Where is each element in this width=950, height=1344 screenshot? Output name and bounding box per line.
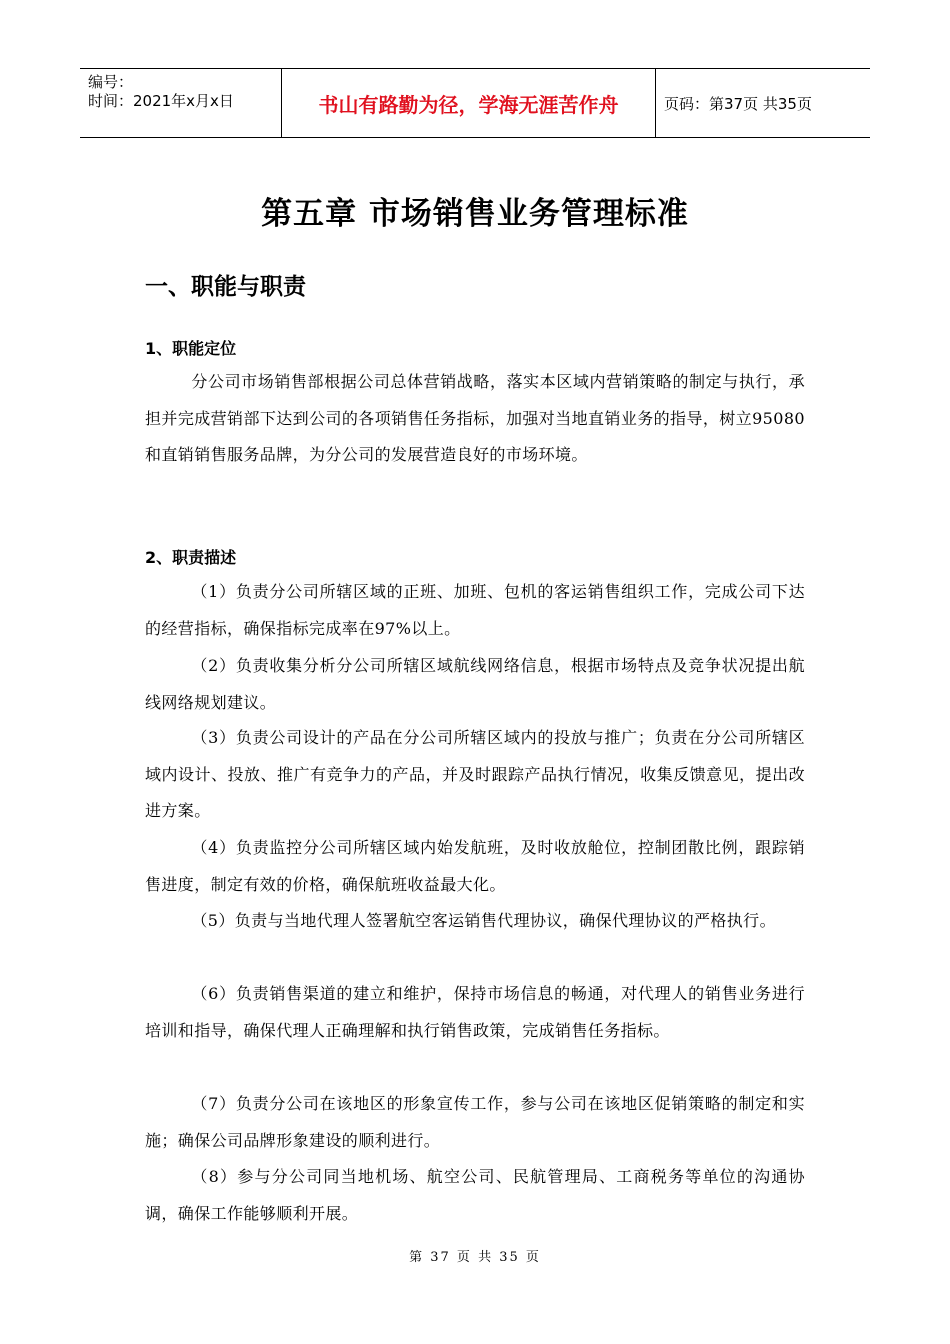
duty-item-4: （4）负责监控分公司所辖区域内始发航班，及时收放舱位，控制团散比例，跟踪销售进度，制定有效的价格，确保航班收益最大化。 <box>145 838 805 894</box>
document-number-label: 编号： <box>88 73 134 91</box>
duty-item-3: （3）负责公司设计的产品在分公司所辖区域内的投放与推广；负责在分公司所辖区域内设计、投放、推广有竞争力的产品，并及时跟踪产品执行情况，收集反馈意见，提出改进方案。 <box>145 728 805 820</box>
header-page-info: 页码：第37页 共35页 <box>664 94 812 113</box>
document-date: 时间：2021年x月x日 <box>88 92 234 110</box>
duty-item-7: （7）负责分公司在该地区的形象宣传工作，参与公司在该地区促销策略的制定和实施；确保公司品牌形象建设的顺利进行。 <box>145 1094 805 1150</box>
duty-item-8: （8）参与分公司同当地机场、航空公司、民航管理局、工商税务等单位的沟通协调，确保工作能够顺利开展。 <box>145 1167 805 1223</box>
subsection-heading-duties: 2、职责描述 <box>145 548 237 567</box>
page-footer: 第 37 页 共 35 页 <box>409 1250 541 1265</box>
chapter-title: 第五章 市场销售业务管理标准 <box>261 196 689 232</box>
page-header <box>80 68 870 138</box>
subsection-heading-positioning: 1、职能定位 <box>145 339 237 358</box>
paragraph-positioning: 分公司市场销售部根据公司总体营销战略，落实本区域内营销策略的制定与执行，承担并完成营销部下达到公司的各项销售任务指标，加强对当地直销业务的指导，树立95080和直销销售服务品牌，为分公司的发展营造良好的市场环境。 <box>145 372 805 464</box>
section-heading: 一、职能与职责 <box>145 274 306 300</box>
header-meta-cell <box>80 69 282 137</box>
duty-item-2: （2）负责收集分析分公司所辖区域航线网络信息，根据市场特点及竞争状况提出航线网络规划建议。 <box>145 656 805 712</box>
duty-item-6: （6）负责销售渠道的建立和维护，保持市场信息的畅通，对代理人的销售业务进行培训和指导，确保代理人正确理解和执行销售政策，完成销售任务指标。 <box>145 984 805 1040</box>
duty-item-5: （5）负责与当地代理人签署航空客运销售代理协议，确保代理协议的严格执行。 <box>191 911 776 930</box>
header-motto: 书山有路勤为径，学海无涯苦作舟 <box>282 69 656 137</box>
duty-item-1: （1）负责分公司所辖区域的正班、加班、包机的客运销售组织工作，完成公司下达的经营指标，确保指标完成率在97%以上。 <box>145 582 805 638</box>
